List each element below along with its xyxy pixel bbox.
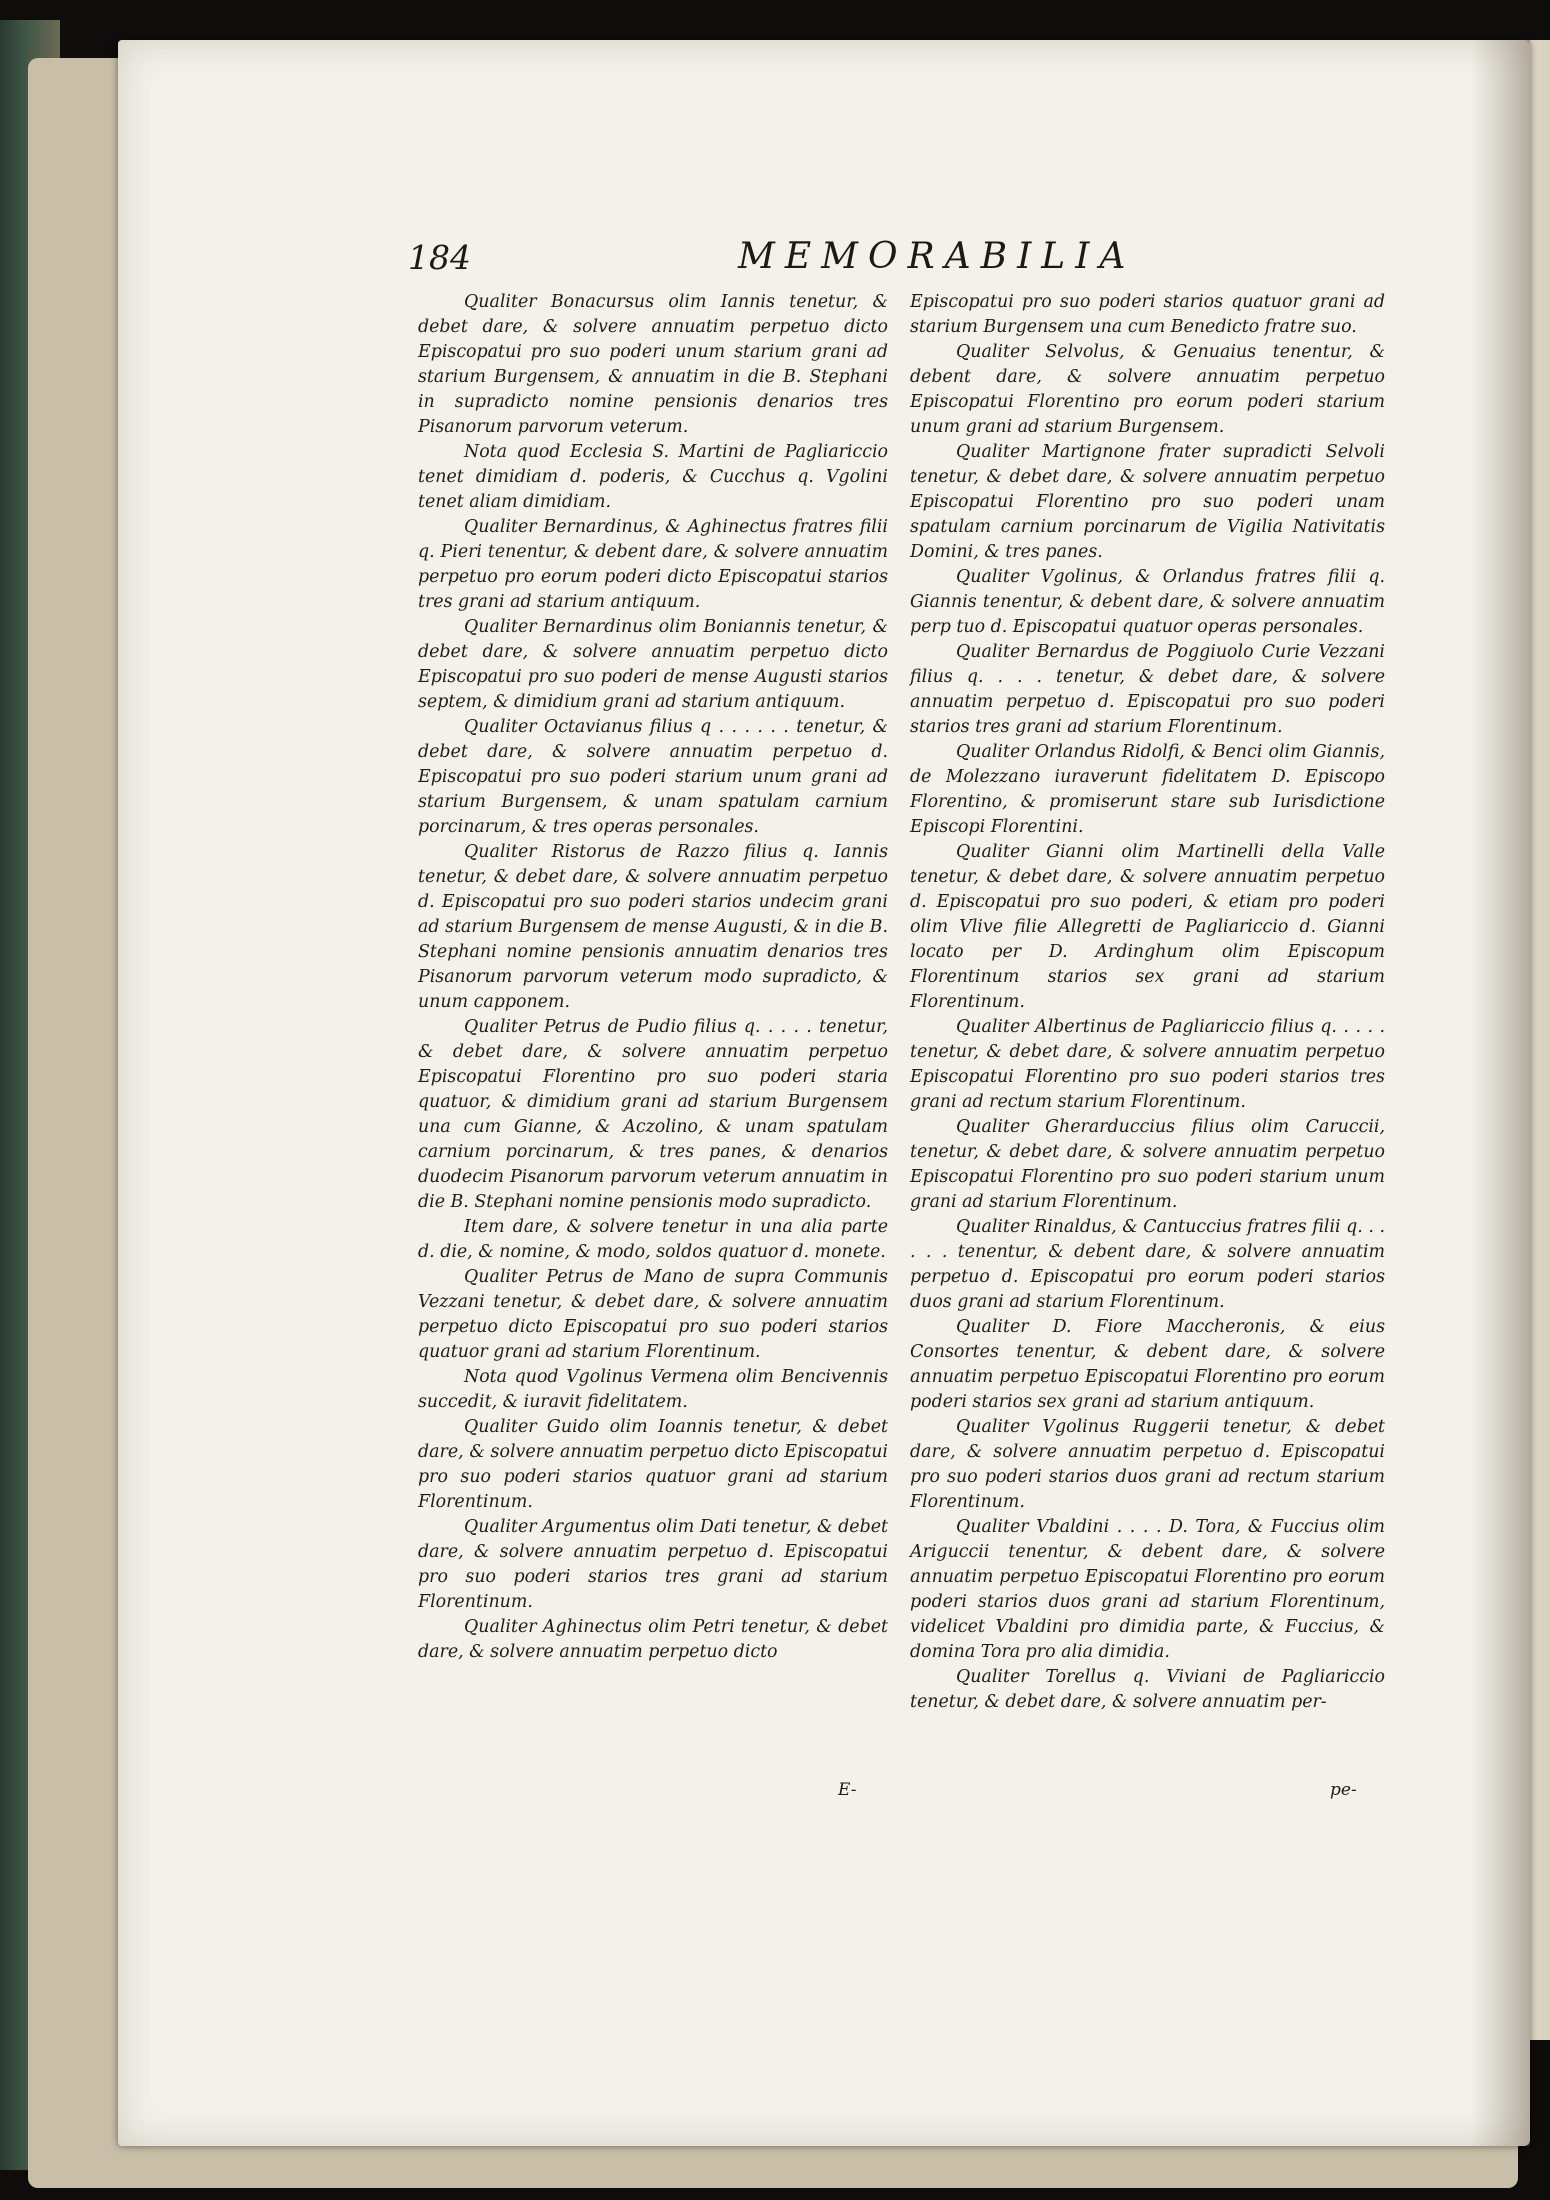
entry-paragraph: Qualiter Bernardus de Poggiuolo Curie Vezzani filius q. . . . tenetur, & debet dare, & solvere annuatim perpetuo d. Episcopatui pro suo poderi starios tres grani ad starium Florentinum. bbox=[910, 642, 1385, 737]
entry-paragraph: Qualiter Gianni olim Martinelli della Valle tenetur, & debet dare, & solvere annuatim perpetuo d. Episcopatui pro suo poderi, & etiam pro poderi olim Vlive filie Allegretti de Pagliariccio d. Gianni locato per D. Ardinghum olim Episcopum Florentinum starios sex grani ad starium Florentinum. bbox=[910, 842, 1385, 1012]
entry-paragraph: Qualiter Orlandus Ridolfi, & Benci olim Giannis, de Molezzano iuraverunt fidelitatem D. Episcopo Florentino, & promiserunt stare sub Iurisdictione Episcopi Florentini. bbox=[910, 742, 1385, 837]
entry-paragraph: Qualiter Martignone frater supradicti Selvoli tenetur, & debet dare, & solvere annuatim perpetuo Episcopatui Florentino pro suo poderi unam spatulam carnium porcinarum de Vigilia Nativitatis Domini, & tres panes. bbox=[910, 442, 1385, 562]
entry-paragraph: Qualiter D. Fiore Maccheronis, & eius Consortes tenentur, & debent dare, & solvere annuatim perpetuo Episcopatui Florentino pro eorum poderi starios sex grani ad starium antiquum. bbox=[910, 1317, 1385, 1412]
running-title: MEMORABILIA bbox=[738, 236, 1136, 277]
page-number: 184 bbox=[408, 238, 471, 277]
entry-paragraph: Qualiter Albertinus de Pagliariccio filius q. . . . . tenetur, & debet dare, & solvere annuatim perpetuo Episcopatui Florentino pro suo poderi starios tres grani ad rectum starium Florentinum. bbox=[910, 1017, 1385, 1112]
entry-paragraph: Qualiter Petrus de Pudio filius q. . . . . tenetur, & debet dare, & solvere annuatim perpetuo Episcopatui Florentino pro suo poderi staria quatuor, & dimidium grani ad starium Burgensem una cum Gianne, & Aczolino, & unam spatulam carnium porcinarum, & tres panes, & denarios duodecim Pisanorum parvorum veterum annuatim in die B. Stephani nomine pensionis modo supradicto. bbox=[418, 1017, 888, 1212]
entry-paragraph: Nota quod Ecclesia S. Martini de Pagliariccio tenet dimidiam d. poderis, & Cucchus q. Vgolini tenet aliam dimidiam. bbox=[418, 442, 888, 512]
entry-paragraph: Qualiter Rinaldus, & Cantuccius fratres filii q. . . . . . tenentur, & debent dare, & solvere annuatim perpetuo d. Episcopatui pro eorum poderi starios duos grani ad starium Florentinum. bbox=[910, 1217, 1385, 1312]
entry-paragraph: Qualiter Vgolinus, & Orlandus fratres filii q. Giannis tenentur, & debent dare, & solvere annuatim perp tuo d. Episcopatui quatuor operas personales. bbox=[910, 567, 1385, 637]
entry-paragraph: Episcopatui pro suo poderi starios quatuor grani ad starium Burgensem una cum Benedicto fratre suo. bbox=[910, 292, 1385, 337]
page-gutter-shadow bbox=[1470, 40, 1530, 2146]
text-column-right bbox=[910, 290, 1385, 1715]
entry-paragraph: Qualiter Ristorus de Razzo filius q. Iannis tenetur, & debet dare, & solvere annuatim perpetuo d. Episcopatui pro suo poderi starios undecim grani ad starium Burgensem de mense Augusti, & in die B. Stephani nomine pensionis annuatim denarios tres Pisanorum parvorum veterum modo supradicto, & unum capponem. bbox=[418, 842, 888, 1012]
running-head bbox=[408, 232, 1388, 292]
entry-paragraph: Qualiter Selvolus, & Genuaius tenentur, & debent dare, & solvere annuatim perpetuo Episcopatui Florentino pro eorum poderi starium unum grani ad starium Burgensem. bbox=[910, 342, 1385, 437]
text-column-left bbox=[418, 290, 888, 1665]
entry-paragraph: Qualiter Argumentus olim Dati tenetur, & debet dare, & solvere annuatim perpetuo d. Episcopatui pro suo poderi starios tres grani ad starium Florentinum. bbox=[418, 1517, 888, 1612]
catchword-right: pe- bbox=[1330, 1780, 1357, 1800]
entry-paragraph: Qualiter Bernardinus, & Aghinectus fratres filii q. Pieri tenentur, & debent dare, & solvere annuatim perpetuo pro eorum poderi dicto Episcopatui starios tres grani ad starium antiquum. bbox=[418, 517, 888, 612]
entry-paragraph: Qualiter Aghinectus olim Petri tenetur, & debet dare, & solvere annuatim perpetuo dicto bbox=[418, 1617, 888, 1662]
entry-paragraph: Qualiter Gherarduccius filius olim Caruccii, tenetur, & debet dare, & solvere annuatim perpetuo Episcopatui Florentino pro suo poderi starium unum grani ad starium Florentinum. bbox=[910, 1117, 1385, 1212]
entry-paragraph: Qualiter Guido olim Ioannis tenetur, & debet dare, & solvere annuatim perpetuo dicto Episcopatui pro suo poderi starios quatuor grani ad starium Florentinum. bbox=[418, 1417, 888, 1512]
catchword-left: E- bbox=[838, 1780, 857, 1800]
entry-paragraph: Qualiter Bonacursus olim Iannis tenetur, & debet dare, & solvere annuatim perpetuo dicto Episcopatui pro suo poderi unum starium grani ad starium Burgensem, & annuatim in die B. Stephani in supradicto nomine pensionis denarios tres Pisanorum parvorum veterum. bbox=[418, 292, 888, 437]
entry-paragraph: Qualiter Torellus q. Viviani de Pagliariccio tenetur, & debet dare, & solvere annuatim per- bbox=[910, 1667, 1385, 1712]
entry-paragraph: Qualiter Bernardinus olim Boniannis tenetur, & debet dare, & solvere annuatim perpetuo dicto Episcopatui pro suo poderi de mense Augusti starios septem, & dimidium grani ad starium antiquum. bbox=[418, 617, 888, 712]
entry-paragraph: Qualiter Vgolinus Ruggerii tenetur, & debet dare, & solvere annuatim perpetuo d. Episcopatui pro suo poderi starios duos grani ad rectum starium Florentinum. bbox=[910, 1417, 1385, 1512]
entry-paragraph: Nota quod Vgolinus Vermena olim Bencivennis succedit, & iuravit fidelitatem. bbox=[418, 1367, 888, 1412]
entry-paragraph: Item dare, & solvere tenetur in una alia parte d. die, & nomine, & modo, soldos quatuor d. monete. bbox=[418, 1217, 888, 1262]
entry-paragraph: Qualiter Petrus de Mano de supra Communis Vezzani tenetur, & debet dare, & solvere annuatim perpetuo dicto Episcopatui pro suo poderi starios quatuor grani ad starium Florentinum. bbox=[418, 1267, 888, 1362]
entry-paragraph: Qualiter Octavianus filius q . . . . . . tenetur, & debet dare, & solvere annuatim perpetuo d. Episcopatui pro suo poderi starium unum grani ad starium Burgensem, & unam spatulam carnium porcinarum, & tres operas personales. bbox=[418, 717, 888, 837]
entry-paragraph: Qualiter Vbaldini . . . . D. Tora, & Fuccius olim Ariguccii tenentur, & debent dare, & solvere annuatim perpetuo Episcopatui Florentino pro eorum poderi starios duos grani ad starium Florentinum, videlicet Vbaldini pro dimidia parte, & Fuccius, & domina Tora pro alia dimidia. bbox=[910, 1517, 1385, 1662]
